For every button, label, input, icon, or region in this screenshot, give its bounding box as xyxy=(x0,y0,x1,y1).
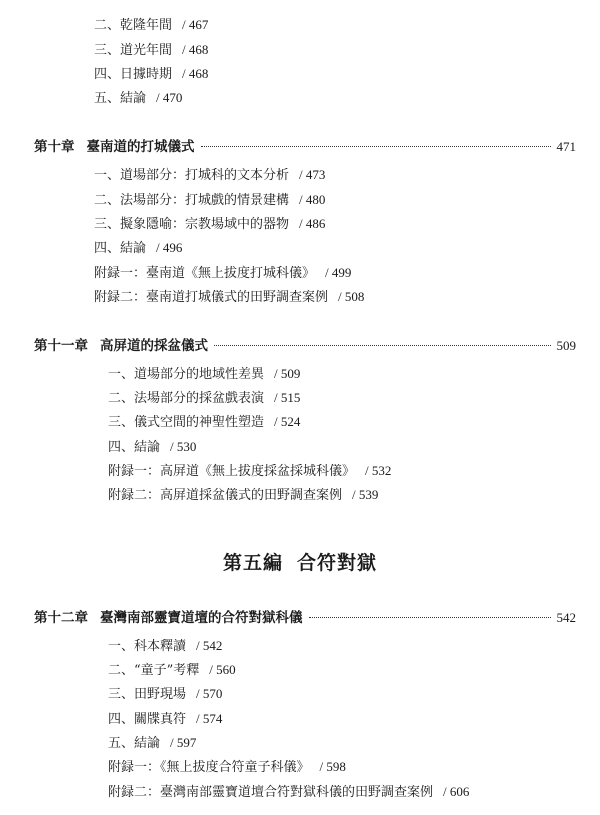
chapter-number: 第十二章 xyxy=(34,610,88,626)
toc-entry: 二、法場部分：打城戲的情景建構 / 480 xyxy=(94,192,326,208)
toc-entry: 二、法場部分的採盆戲表演 / 515 xyxy=(108,390,301,406)
chapter-number: 第十章 xyxy=(34,139,75,155)
toc-entry: 附録一：高屏道《無上拔度採盆採城科儀》 / 532 xyxy=(108,463,392,479)
chapter-number: 第十一章 xyxy=(34,338,88,354)
toc-entry: 五、結論 / 597 xyxy=(108,735,197,751)
chapter-heading xyxy=(34,610,576,626)
leader-dots xyxy=(201,146,551,147)
toc-entry: 附録一：《無上拔度合符童子科儀》 / 598 xyxy=(108,759,346,775)
chapter-page: 509 xyxy=(556,338,576,353)
toc-entry: 一、道場部分：打城科的文本分析 / 473 xyxy=(94,167,326,183)
toc-entry: 四、結論 / 530 xyxy=(108,439,197,455)
toc-entry: 附録二：臺南道打城儀式的田野調查案例 / 508 xyxy=(94,289,365,305)
chapter-title: 臺南道的打城儀式 xyxy=(86,139,195,155)
toc-entry: 附録二：臺灣南部靈寶道壇合符對獄科儀的田野調查案例 / 606 xyxy=(108,784,470,800)
toc-entry: 四、日據時期 / 468 xyxy=(94,66,209,82)
toc-entry: 三、道光年間 / 468 xyxy=(94,42,209,58)
toc-entry: 三、田野現場 / 570 xyxy=(108,686,223,702)
toc-entry: 四、關牒真符 / 574 xyxy=(108,711,223,727)
leader-dots xyxy=(309,617,551,618)
toc-entry: 二、“童子”考釋 / 560 xyxy=(108,662,236,678)
toc-entry: 附録一：臺南道《無上拔度打城科儀》 / 499 xyxy=(94,265,352,281)
leader-dots xyxy=(214,345,551,346)
chapter-title: 高屏道的採盆儀式 xyxy=(100,338,208,354)
toc-entry: 一、科本釋讀 / 542 xyxy=(108,638,223,654)
toc-entry: 四、結論 / 496 xyxy=(94,240,183,256)
part-number: 第五編 xyxy=(222,552,283,574)
chapter-heading xyxy=(34,139,576,155)
part-heading xyxy=(0,548,600,575)
toc-entry: 三、儀式空間的神聖性塑造 / 524 xyxy=(108,414,301,430)
toc-entry: 一、道場部分的地域性差異 / 509 xyxy=(108,366,301,382)
chapter-page: 471 xyxy=(556,139,576,154)
toc-entry: 二、乾隆年間 / 467 xyxy=(94,17,209,33)
chapter-title: 臺灣南部靈寶道壇的合符對獄科儀 xyxy=(100,610,303,626)
toc-entry: 三、擬象隱喻：宗教場域中的器物 / 486 xyxy=(94,216,326,232)
chapter-page: 542 xyxy=(556,610,576,625)
chapter-heading xyxy=(34,338,576,354)
part-title: 合符對獄 xyxy=(297,552,378,574)
toc-entry: 附録二：高屏道採盆儀式的田野調查案例 / 539 xyxy=(108,487,379,503)
toc-entry: 五、結論 / 470 xyxy=(94,90,183,106)
